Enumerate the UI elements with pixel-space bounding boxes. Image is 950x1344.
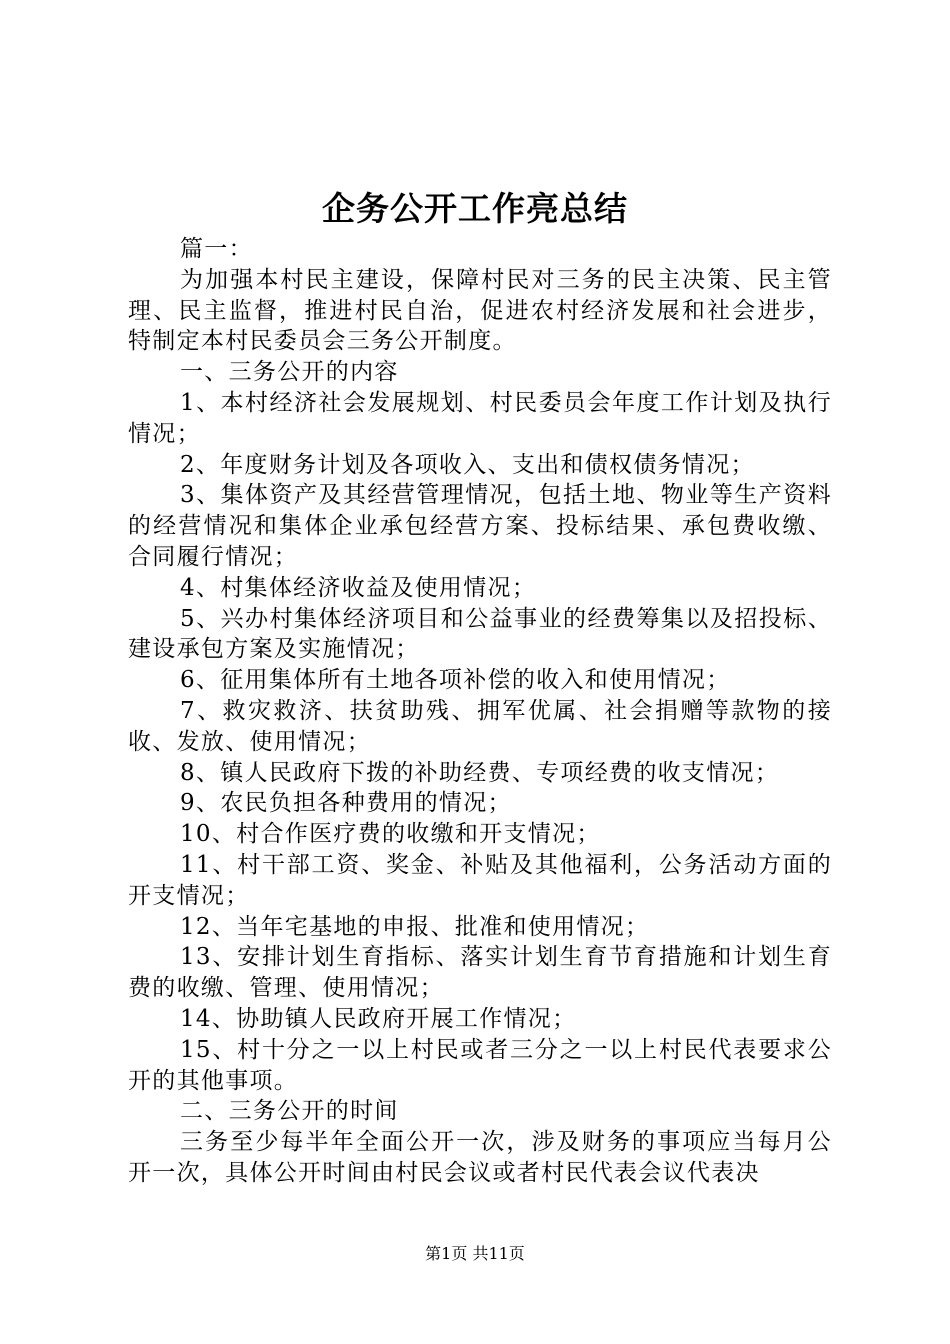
list-item: 11、村干部工资、奖金、补贴及其他福利，公务活动方面的开支情况； xyxy=(128,851,832,909)
list-item: 6、征用集体所有土地各项补偿的收入和使用情况； xyxy=(180,667,731,694)
document-title: 企务公开工作亮总结 xyxy=(322,189,628,228)
paragraph: 篇一： xyxy=(180,236,253,262)
list-item: 3、集体资产及其经营管理情况，包括土地、物业等生产资料的经营情况和集体企业承包经营方案、投标结果、承包费收缴、合同履行情况； xyxy=(128,482,832,570)
list-item: 5、兴办村集体经济项目和公益事业的经费筹集以及招投标、建设承包方案及实施情况； xyxy=(128,605,832,663)
section-heading: 一、三务公开的内容 xyxy=(180,359,399,386)
paragraph: 为加强本村民主建设，保障村民对三务的民主决策、民主管理、民主监督，推进村民自治，促进农村经济发展和社会进步，特制定本村民委员会三务公开制度。 xyxy=(128,266,832,355)
list-item: 9、农民负担各种费用的情况； xyxy=(180,790,512,817)
list-item: 8、镇人民政府下拨的补助经费、专项经费的收支情况； xyxy=(180,759,780,786)
list-item: 15、村十分之一以上村民或者三分之一以上村民代表要求公开的其他事项。 xyxy=(128,1036,832,1094)
list-item: 14、协助镇人民政府开展工作情况； xyxy=(180,1005,577,1032)
section-heading: 二、三务公开的时间 xyxy=(180,1098,399,1125)
page-footer: 第1页 共11页 xyxy=(425,1244,525,1263)
list-item: 1、本村经济社会发展规划、村民委员会年度工作计划及执行情况； xyxy=(128,389,832,447)
list-item: 4、村集体经济收益及使用情况； xyxy=(180,574,537,601)
list-item: 7、救灾救济、扶贫助残、拥军优属、社会捐赠等款物的接收、发放、使用情况； xyxy=(128,697,832,755)
paragraph: 三务至少每半年全面公开一次，涉及财务的事项应当每月公开一次，具体公开时间由村民会议或者村民代表会议代表决 xyxy=(128,1129,832,1186)
list-item: 13、安排计划生育指标、落实计划生育节育措施和计划生育费的收缴、管理、使用情况； xyxy=(128,944,832,1002)
list-item: 2、年度财务计划及各项收入、支出和债权债务情况； xyxy=(180,451,755,478)
list-item: 12、当年宅基地的申报、批准和使用情况； xyxy=(180,913,650,940)
list-item: 10、村合作医疗费的收缴和开支情况； xyxy=(180,821,601,848)
document-body xyxy=(128,234,832,1189)
